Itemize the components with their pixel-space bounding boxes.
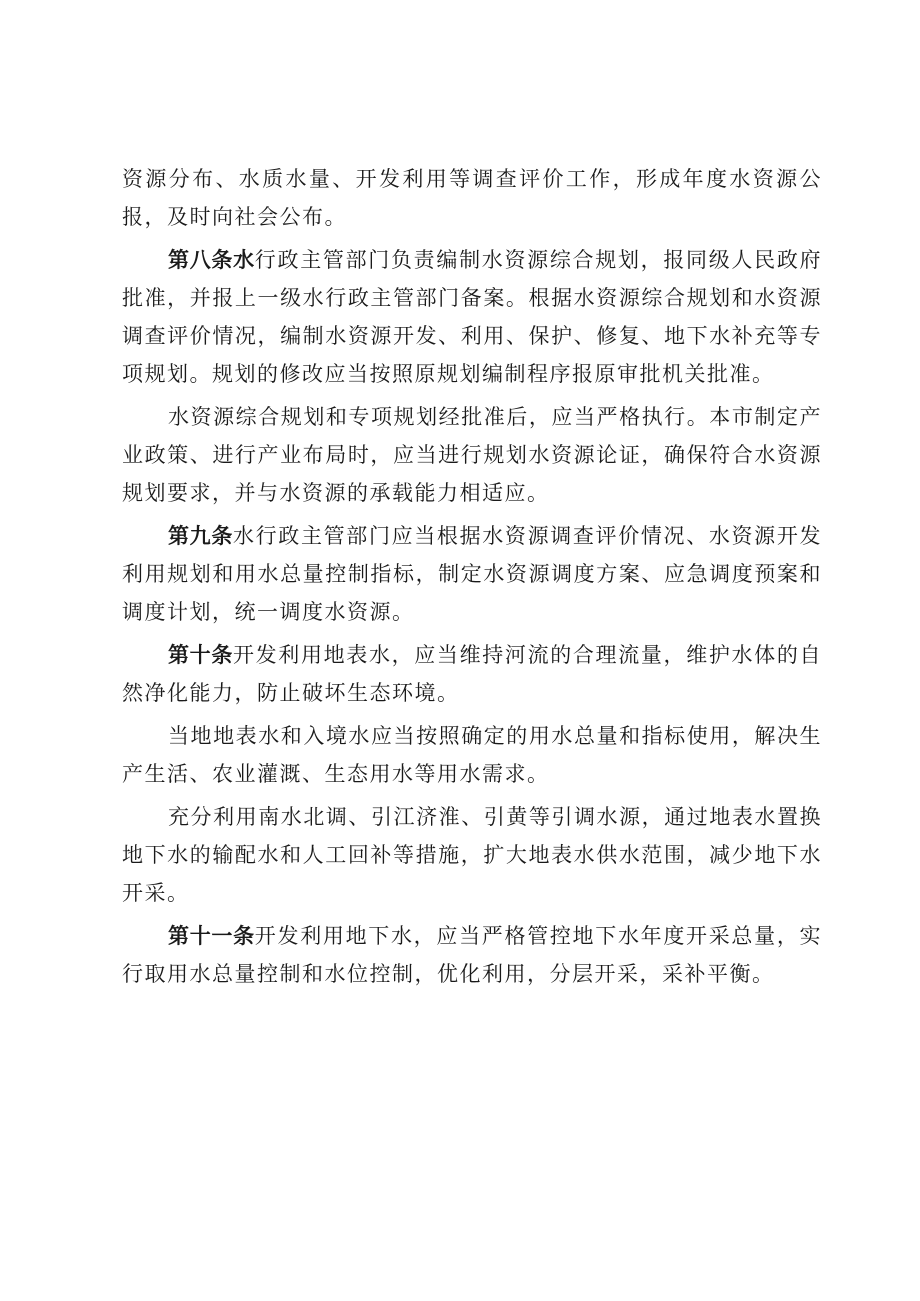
paragraph-text: 开发利用地下水，应当严格管控地下水年度开采总量，实行取用水总量控制和水位控制，优化利用，分层开采，采补平衡。 bbox=[122, 924, 823, 986]
paragraph-continuation bbox=[122, 160, 822, 236]
paragraph-text: 水资源综合规划和专项规划经批准后，应当严格执行。本市制定产业政策、进行产业布局时，应当进行规划水资源论证，确保符合水资源规划要求，并与水资源的承载能力相适应。 bbox=[122, 405, 822, 505]
paragraph-article-10 bbox=[122, 636, 822, 712]
paragraph-text: 充分利用南水北调、引江济淮、引黄等引调水源，通过地表水置换地下水的输配水和人工回补等措施，扩大地表水供水范围，减少地下水开采。 bbox=[122, 805, 822, 905]
paragraph-text: 开发利用地表水，应当维持河流的合理流量，维护水体的自然净化能力，防止破坏生态环境。 bbox=[122, 643, 822, 705]
paragraph-text: 当地地表水和入境水应当按照确定的用水总量和指标使用，解决生产生活、农业灌溉、生态用水等用水需求。 bbox=[122, 724, 822, 786]
article-heading: 第十条 bbox=[168, 643, 233, 667]
article-heading: 第十一条 bbox=[168, 924, 255, 948]
article-heading: 第九条 bbox=[168, 524, 233, 548]
paragraph-article-9 bbox=[122, 517, 822, 631]
paragraph-article-10-clause-3 bbox=[122, 798, 822, 912]
paragraph-text: 水行政主管部门应当根据水资源调查评价情况、水资源开发利用规划和用水总量控制指标，制定水资源调度方案、应急调度预案和调度计划，统一调度水资源。 bbox=[122, 524, 822, 624]
paragraph-article-10-clause-2 bbox=[122, 717, 822, 793]
document-page bbox=[122, 160, 822, 998]
paragraph-article-8 bbox=[122, 241, 822, 393]
paragraph-article-11 bbox=[122, 917, 822, 993]
paragraph-text: 资源分布、水质水量、开发利用等调查评价工作，形成年度水资源公报，及时向社会公布。 bbox=[122, 167, 822, 229]
paragraph-text: 行政主管部门负责编制水资源综合规划，报同级人民政府批准，并报上一级水行政主管部门备案。根据水资源综合规划和水资源调查评价情况，编制水资源开发、利用、保护、修复、地下水补充等专项规划。规划的修改应当按照原规划编制程序报原审批机关批准。 bbox=[122, 248, 823, 386]
paragraph-article-8-clause-2 bbox=[122, 398, 822, 512]
article-heading: 第八条水 bbox=[168, 248, 255, 272]
